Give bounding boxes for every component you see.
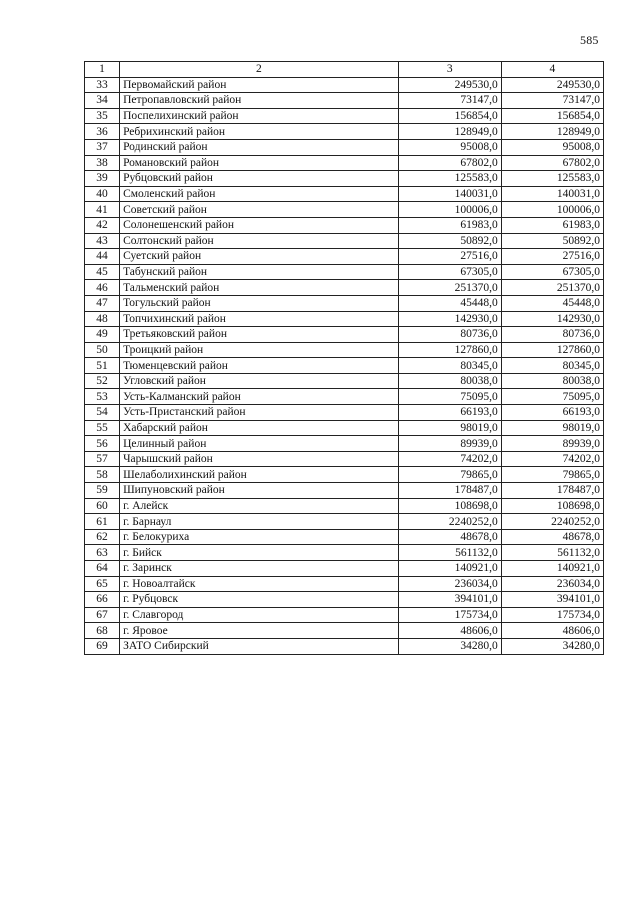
- value-col-3: 156854,0: [398, 108, 501, 124]
- value-col-3: 175734,0: [398, 607, 501, 623]
- value-col-4: 175734,0: [501, 607, 603, 623]
- table-row: [85, 124, 604, 140]
- value-col-4: 142930,0: [501, 311, 603, 327]
- column-header-1: 1: [85, 62, 120, 78]
- table-row: [85, 202, 604, 218]
- district-name: Чарышский район: [120, 451, 399, 467]
- value-col-3: 95008,0: [398, 139, 501, 155]
- value-col-4: 80345,0: [501, 358, 603, 374]
- table-header-row: [85, 62, 604, 78]
- district-name: Хабарский район: [120, 420, 399, 436]
- district-name: г. Рубцовск: [120, 592, 399, 608]
- row-number: 41: [85, 202, 120, 218]
- district-name: г. Алейск: [120, 498, 399, 514]
- row-number: 42: [85, 217, 120, 233]
- table-row: [85, 358, 604, 374]
- table-row: [85, 514, 604, 530]
- value-col-4: 79865,0: [501, 467, 603, 483]
- district-name: г. Бийск: [120, 545, 399, 561]
- value-col-3: 80736,0: [398, 327, 501, 343]
- table-row: [85, 264, 604, 280]
- data-table: [84, 61, 604, 655]
- value-col-4: 80736,0: [501, 327, 603, 343]
- value-col-4: 61983,0: [501, 217, 603, 233]
- row-number: 34: [85, 93, 120, 109]
- table-row: [85, 139, 604, 155]
- row-number: 65: [85, 576, 120, 592]
- table-row: [85, 420, 604, 436]
- district-name: Советский район: [120, 202, 399, 218]
- row-number: 44: [85, 249, 120, 265]
- row-number: 54: [85, 405, 120, 421]
- table-row: [85, 451, 604, 467]
- table-row: [85, 483, 604, 499]
- district-name: Петропавловский район: [120, 93, 399, 109]
- value-col-3: 100006,0: [398, 202, 501, 218]
- value-col-3: 66193,0: [398, 405, 501, 421]
- table-row: [85, 233, 604, 249]
- table-row: [85, 638, 604, 654]
- table-row: [85, 373, 604, 389]
- row-number: 40: [85, 186, 120, 202]
- row-number: 37: [85, 139, 120, 155]
- value-col-4: 80038,0: [501, 373, 603, 389]
- row-number: 60: [85, 498, 120, 514]
- value-col-3: 236034,0: [398, 576, 501, 592]
- table-row: [85, 592, 604, 608]
- value-col-3: 249530,0: [398, 77, 501, 93]
- district-name: Целинный район: [120, 436, 399, 452]
- table-row: [85, 436, 604, 452]
- row-number: 43: [85, 233, 120, 249]
- district-name: ЗАТО Сибирский: [120, 638, 399, 654]
- value-col-3: 108698,0: [398, 498, 501, 514]
- table-row: [85, 108, 604, 124]
- table-row: [85, 249, 604, 265]
- value-col-4: 140921,0: [501, 561, 603, 577]
- district-name: Суетский район: [120, 249, 399, 265]
- row-number: 59: [85, 483, 120, 499]
- value-col-4: 95008,0: [501, 139, 603, 155]
- value-col-4: 394101,0: [501, 592, 603, 608]
- value-col-3: 45448,0: [398, 295, 501, 311]
- district-name: г. Новоалтайск: [120, 576, 399, 592]
- table-row: [85, 545, 604, 561]
- value-col-3: 48606,0: [398, 623, 501, 639]
- row-number: 56: [85, 436, 120, 452]
- district-name: г. Барнаул: [120, 514, 399, 530]
- value-col-4: 251370,0: [501, 280, 603, 296]
- table-row: [85, 93, 604, 109]
- value-col-4: 156854,0: [501, 108, 603, 124]
- district-name: Усть-Пристанский район: [120, 405, 399, 421]
- district-name: Топчихинский район: [120, 311, 399, 327]
- district-name: Тогульский район: [120, 295, 399, 311]
- district-name: Поспелихинский район: [120, 108, 399, 124]
- row-number: 33: [85, 77, 120, 93]
- row-number: 53: [85, 389, 120, 405]
- value-col-3: 2240252,0: [398, 514, 501, 530]
- district-name: Первомайский район: [120, 77, 399, 93]
- page-number: 585: [580, 33, 599, 47]
- row-number: 50: [85, 342, 120, 358]
- row-number: 64: [85, 561, 120, 577]
- column-header-4: 4: [501, 62, 603, 78]
- value-col-3: 98019,0: [398, 420, 501, 436]
- district-name: г. Славгород: [120, 607, 399, 623]
- value-col-4: 67305,0: [501, 264, 603, 280]
- district-name: Солтонский район: [120, 233, 399, 249]
- table-row: [85, 389, 604, 405]
- value-col-4: 89939,0: [501, 436, 603, 452]
- row-number: 49: [85, 327, 120, 343]
- table-row: [85, 186, 604, 202]
- table-body: [85, 77, 604, 654]
- row-number: 45: [85, 264, 120, 280]
- value-col-4: 66193,0: [501, 405, 603, 421]
- district-name: г. Яровое: [120, 623, 399, 639]
- table-row: [85, 576, 604, 592]
- value-col-3: 178487,0: [398, 483, 501, 499]
- district-name: г. Белокуриха: [120, 529, 399, 545]
- district-name: Тюменцевский район: [120, 358, 399, 374]
- value-col-3: 27516,0: [398, 249, 501, 265]
- table-row: [85, 529, 604, 545]
- row-number: 52: [85, 373, 120, 389]
- district-name: Шелаболихинский район: [120, 467, 399, 483]
- value-col-3: 67802,0: [398, 155, 501, 171]
- district-name: Родинский район: [120, 139, 399, 155]
- value-col-3: 50892,0: [398, 233, 501, 249]
- value-col-3: 142930,0: [398, 311, 501, 327]
- value-col-4: 48678,0: [501, 529, 603, 545]
- table-row: [85, 607, 604, 623]
- value-col-3: 48678,0: [398, 529, 501, 545]
- value-col-3: 561132,0: [398, 545, 501, 561]
- table-row: [85, 77, 604, 93]
- table-row: [85, 467, 604, 483]
- row-number: 36: [85, 124, 120, 140]
- table-row: [85, 498, 604, 514]
- value-col-3: 394101,0: [398, 592, 501, 608]
- value-col-3: 251370,0: [398, 280, 501, 296]
- table-row: [85, 311, 604, 327]
- district-name: Рубцовский район: [120, 171, 399, 187]
- column-header-2: 2: [120, 62, 399, 78]
- row-number: 61: [85, 514, 120, 530]
- value-col-3: 80038,0: [398, 373, 501, 389]
- value-col-4: 249530,0: [501, 77, 603, 93]
- table-row: [85, 295, 604, 311]
- value-col-4: 67802,0: [501, 155, 603, 171]
- row-number: 55: [85, 420, 120, 436]
- row-number: 39: [85, 171, 120, 187]
- value-col-4: 236034,0: [501, 576, 603, 592]
- value-col-3: 73147,0: [398, 93, 501, 109]
- district-name: Романовский район: [120, 155, 399, 171]
- value-col-3: 127860,0: [398, 342, 501, 358]
- district-name: Угловский район: [120, 373, 399, 389]
- value-col-3: 74202,0: [398, 451, 501, 467]
- table-row: [85, 561, 604, 577]
- value-col-4: 178487,0: [501, 483, 603, 499]
- value-col-4: 108698,0: [501, 498, 603, 514]
- value-col-4: 34280,0: [501, 638, 603, 654]
- value-col-3: 89939,0: [398, 436, 501, 452]
- value-col-4: 100006,0: [501, 202, 603, 218]
- district-name: Тальменский район: [120, 280, 399, 296]
- value-col-4: 27516,0: [501, 249, 603, 265]
- row-number: 47: [85, 295, 120, 311]
- district-name: Смоленский район: [120, 186, 399, 202]
- column-header-3: 3: [398, 62, 501, 78]
- table-row: [85, 171, 604, 187]
- value-col-4: 48606,0: [501, 623, 603, 639]
- value-col-3: 80345,0: [398, 358, 501, 374]
- value-col-4: 75095,0: [501, 389, 603, 405]
- value-col-4: 50892,0: [501, 233, 603, 249]
- value-col-3: 128949,0: [398, 124, 501, 140]
- row-number: 62: [85, 529, 120, 545]
- row-number: 66: [85, 592, 120, 608]
- row-number: 35: [85, 108, 120, 124]
- value-col-4: 2240252,0: [501, 514, 603, 530]
- table-row: [85, 327, 604, 343]
- district-name: Третьяковский район: [120, 327, 399, 343]
- row-number: 69: [85, 638, 120, 654]
- row-number: 51: [85, 358, 120, 374]
- row-number: 57: [85, 451, 120, 467]
- district-name: Ребрихинский район: [120, 124, 399, 140]
- value-col-3: 61983,0: [398, 217, 501, 233]
- table-row: [85, 280, 604, 296]
- district-name: г. Заринск: [120, 561, 399, 577]
- table-row: [85, 623, 604, 639]
- value-col-3: 140921,0: [398, 561, 501, 577]
- value-col-3: 75095,0: [398, 389, 501, 405]
- table-row: [85, 405, 604, 421]
- value-col-3: 125583,0: [398, 171, 501, 187]
- row-number: 38: [85, 155, 120, 171]
- value-col-4: 128949,0: [501, 124, 603, 140]
- value-col-4: 73147,0: [501, 93, 603, 109]
- district-name: Шипуновский район: [120, 483, 399, 499]
- table-row: [85, 342, 604, 358]
- value-col-3: 67305,0: [398, 264, 501, 280]
- district-name: Солонешенский район: [120, 217, 399, 233]
- district-name: Троицкий район: [120, 342, 399, 358]
- row-number: 48: [85, 311, 120, 327]
- table-row: [85, 155, 604, 171]
- row-number: 68: [85, 623, 120, 639]
- value-col-4: 98019,0: [501, 420, 603, 436]
- value-col-4: 45448,0: [501, 295, 603, 311]
- value-col-4: 74202,0: [501, 451, 603, 467]
- district-name: Табунский район: [120, 264, 399, 280]
- value-col-4: 125583,0: [501, 171, 603, 187]
- row-number: 67: [85, 607, 120, 623]
- row-number: 46: [85, 280, 120, 296]
- table-row: [85, 217, 604, 233]
- value-col-3: 34280,0: [398, 638, 501, 654]
- row-number: 63: [85, 545, 120, 561]
- value-col-4: 140031,0: [501, 186, 603, 202]
- value-col-4: 127860,0: [501, 342, 603, 358]
- value-col-3: 140031,0: [398, 186, 501, 202]
- district-name: Усть-Калманский район: [120, 389, 399, 405]
- value-col-4: 561132,0: [501, 545, 603, 561]
- row-number: 58: [85, 467, 120, 483]
- value-col-3: 79865,0: [398, 467, 501, 483]
